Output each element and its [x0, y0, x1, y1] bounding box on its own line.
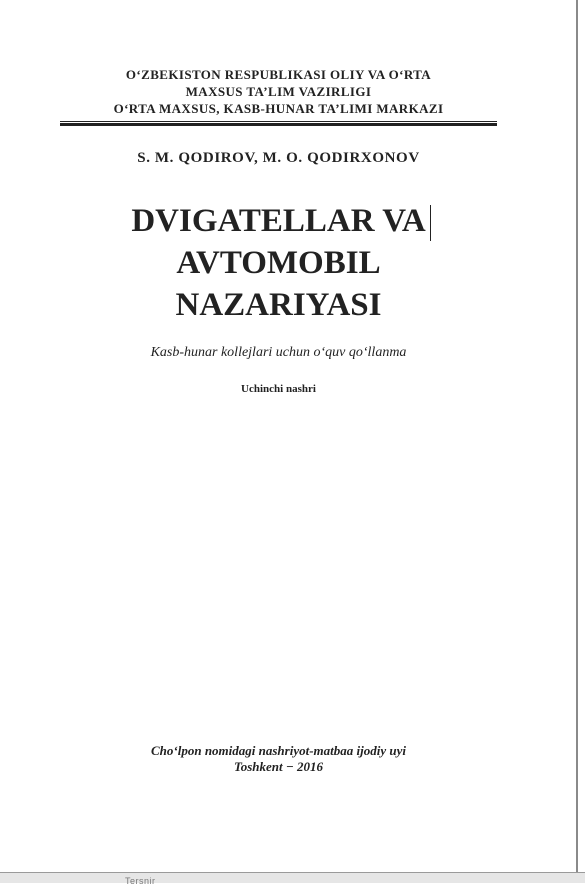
header-rule-thin	[60, 121, 497, 122]
ministry-header-line-2: MAXSUS TA’LIM VAZIRLIGI	[185, 84, 372, 99]
book-title-line-1: DVIGATELLAR VA	[131, 203, 426, 239]
next-page-strip[interactable]	[0, 872, 585, 883]
book-title	[60, 200, 497, 326]
text-cursor	[430, 205, 431, 241]
viewer-margin	[578, 0, 585, 872]
header-rule-thick	[60, 123, 497, 126]
book-title-line-2: AVTOMOBIL	[176, 245, 381, 281]
publisher-name: Cho‘lpon nomidagi nashriyot-matbaa ijodiy uyi	[151, 743, 406, 758]
book-title-line-3: NAZARIYASI	[175, 287, 382, 323]
ministry-header-line-1: O‘ZBEKISTON RESPUBLIKASI OLIY VA O‘RTA	[125, 67, 432, 82]
ministry-header-line-3: O‘RTA MAXSUS, KASB-HUNAR TA’LIMI MARKAZI	[113, 101, 444, 116]
publisher-info	[60, 743, 497, 775]
ministry-header	[60, 66, 497, 117]
authors-line: S. M. QODIROV, M. O. QODIRXONOV	[137, 150, 420, 166]
next-page-text-fragment: Tersnir	[125, 876, 156, 886]
publisher-city-year: Toshkent − 2016	[233, 759, 324, 774]
edition-label: Uchinchi nashri	[241, 383, 316, 395]
subtitle: Kasb-hunar kollejlari uchun o‘quv qo‘llanma	[150, 345, 407, 360]
